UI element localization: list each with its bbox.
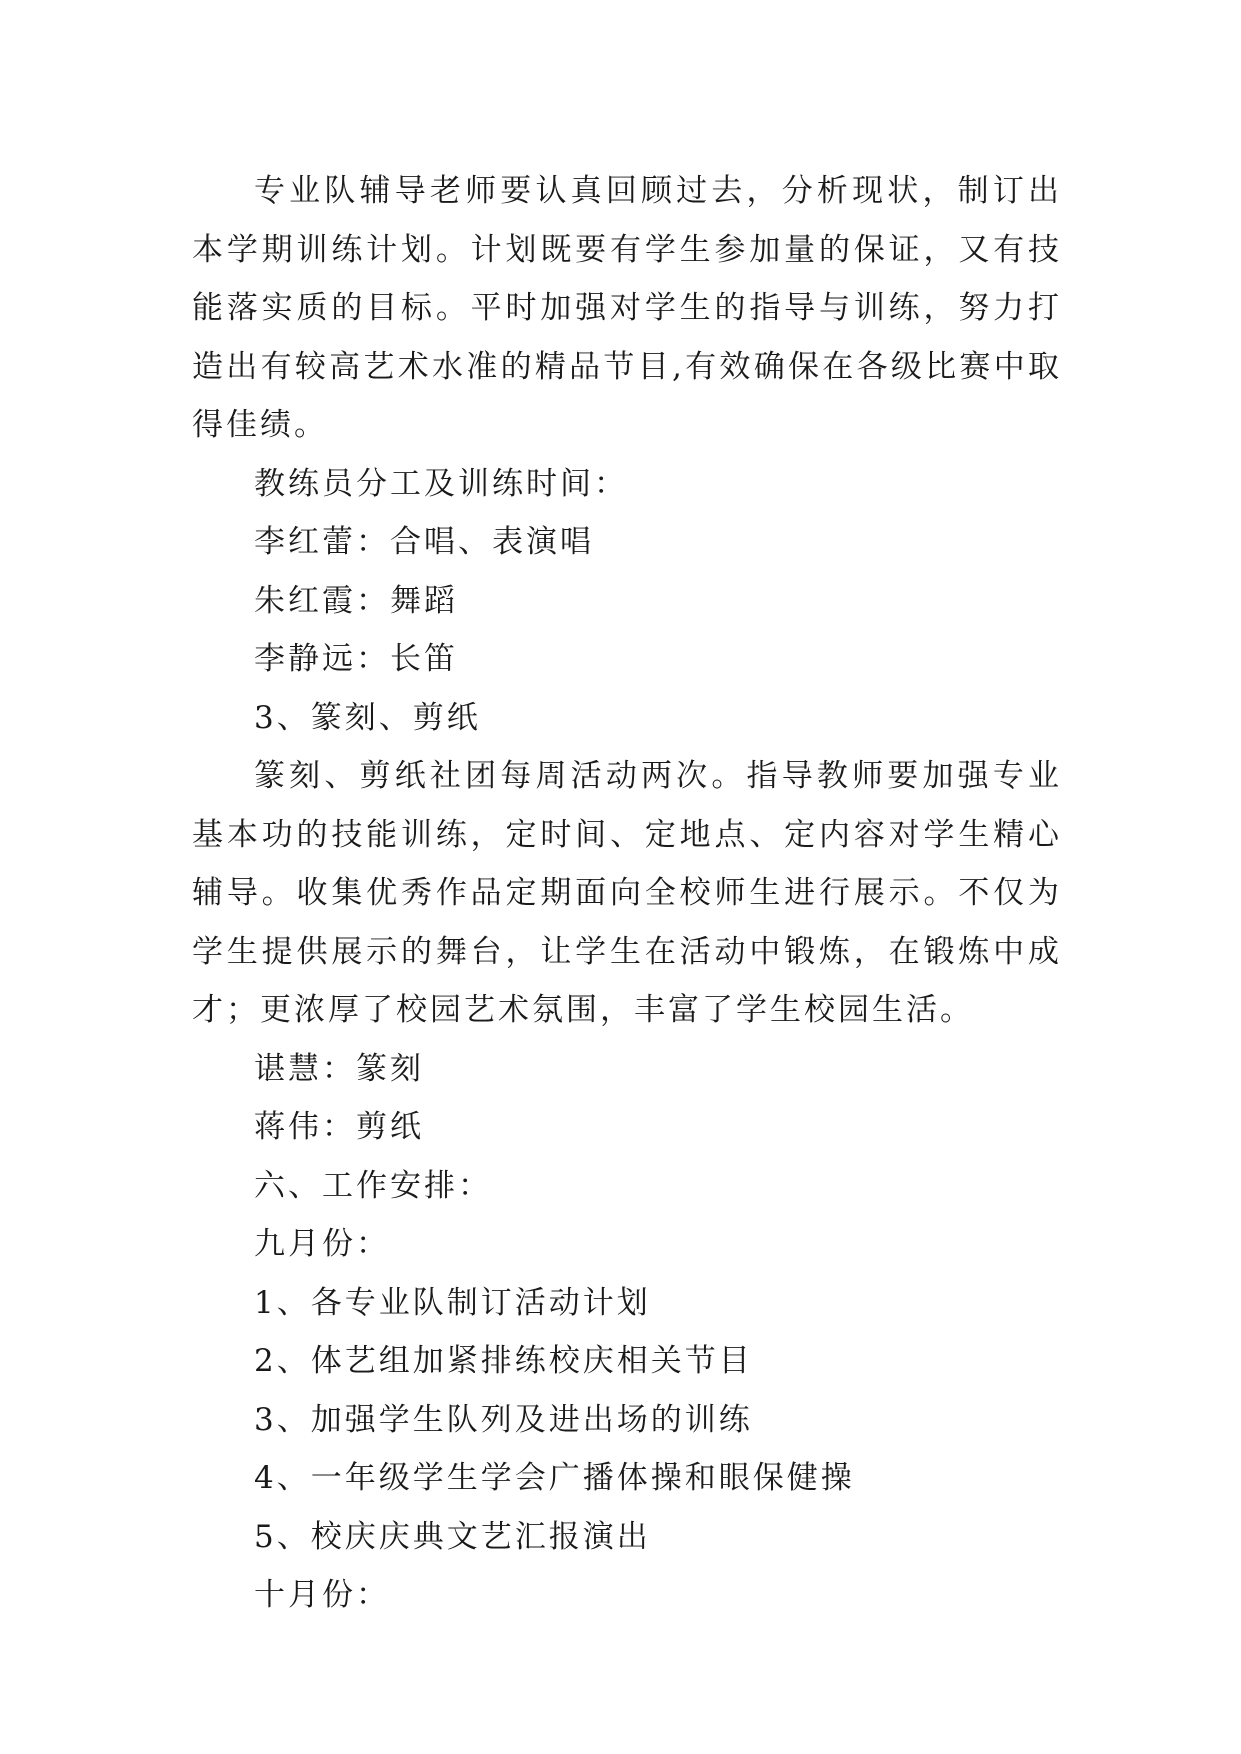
schedule-item: 4、一年级学生学会广播体操和眼保健操 xyxy=(254,1460,855,1496)
schedule-item: 5、校庆庆典文艺汇报演出 xyxy=(254,1518,651,1555)
schedule-item: 3、加强学生队列及进出场的训练 xyxy=(254,1401,753,1438)
document-body xyxy=(192,162,1062,1625)
coach-line: 谌慧：篆刻 xyxy=(254,1050,424,1087)
schedule-item: 1、各专业队制订活动计划 xyxy=(254,1284,651,1321)
coach-line: 朱红霞：舞蹈 xyxy=(254,582,458,619)
month-heading: 十月份： xyxy=(254,1577,390,1613)
coach-line: 蒋伟：剪纸 xyxy=(254,1109,424,1145)
paragraph-seal-papercut: 篆刻、剪纸社团每周活动两次。指导教师要加强专业基本功的技能训练，定时间、定地点、定内容对学生精心辅导。收集优秀作品定期面向全校师生进行展示。不仅为学生提供展示的舞台，让学生在活动中锻炼，在锻炼中成才；更浓厚了校园艺术氛围，丰富了学生校园生活。 xyxy=(192,758,1062,1028)
paragraph-training-plan: 专业队辅导老师要认真回顾过去，分析现状，制订出本学期训练计划。计划既要有学生参加量的保证，又有技能落实质的目标。平时加强对学生的指导与训练，努力打造出有较高艺术水准的精品节目,有效确保在各级比赛中取得佳绩。 xyxy=(192,173,1062,443)
schedule-item: 2、体艺组加紧排练校庆相关节目 xyxy=(254,1343,753,1379)
heading-coach-assignment: 教练员分工及训练时间： xyxy=(254,465,628,502)
section-heading-work-schedule: 六、工作安排： xyxy=(254,1167,492,1204)
section-heading-seal-papercut: 3、篆刻、剪纸 xyxy=(254,699,481,736)
month-heading: 九月份： xyxy=(254,1226,390,1262)
coach-line: 李红蕾：合唱、表演唱 xyxy=(254,524,594,560)
coach-line: 李静远：长笛 xyxy=(254,641,458,677)
